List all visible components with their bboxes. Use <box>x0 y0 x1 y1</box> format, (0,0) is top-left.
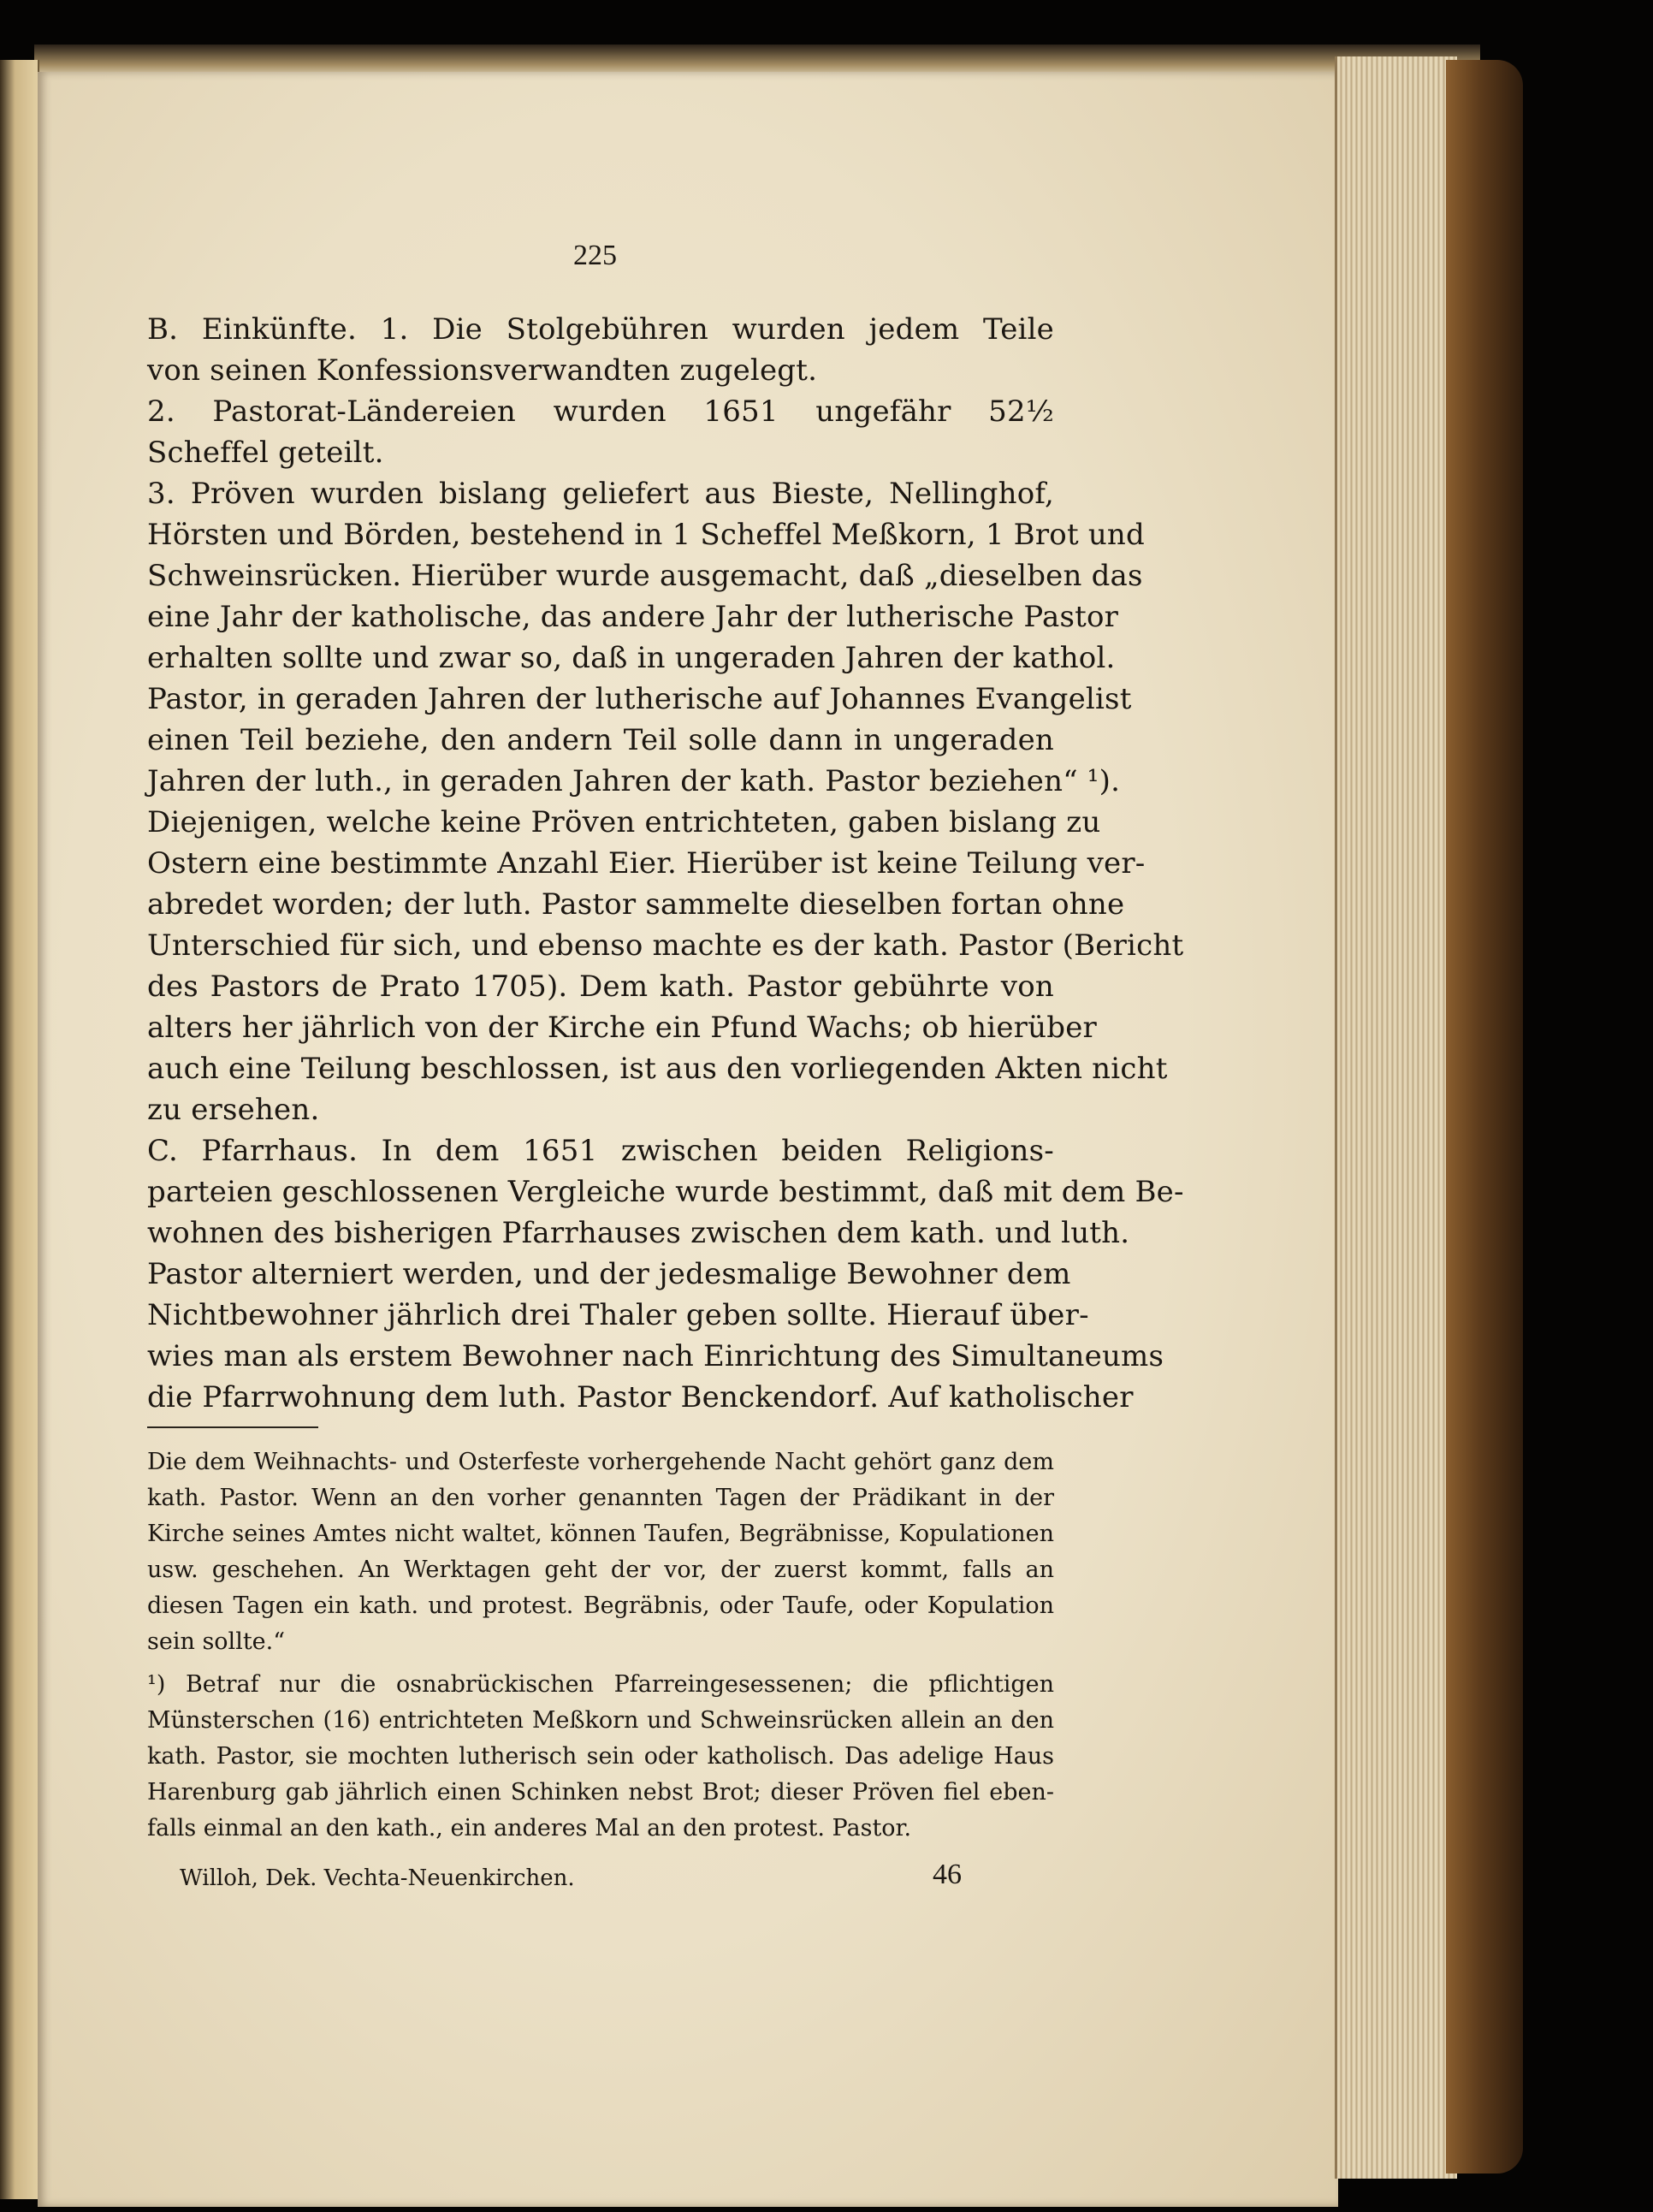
footnote-line: Harenburg gab jährlich einen Schinken nebst Brot; dieser Pröven fiel eben- <box>147 1779 1054 1806</box>
footnote-line: Die dem Weihnachts- und Osterfeste vorhergehende Nacht gehört ganz dem <box>147 1449 1054 1475</box>
body-line: Schweinsrücken. Hierüber wurde ausgemacht, daß „dieselben das <box>147 559 1143 593</box>
body-line: B. Einkünfte. 1. Die Stolgebühren wurden jedem Teile <box>147 312 1054 347</box>
body-line: alters her jährlich von der Kirche ein Pfund Wachs; ob hierüber <box>147 1011 1097 1045</box>
body-line: auch eine Teilung beschlossen, ist aus den vorliegenden Akten nicht <box>147 1052 1168 1086</box>
footnote-line: Kirche seines Amtes nicht waltet, können Taufen, Begräbnisse, Kopulationen <box>147 1521 1054 1547</box>
body-line: Jahren der luth., in geraden Jahren der kath. Pastor beziehen“ ¹). <box>147 764 1121 798</box>
footnote-line: Münsterschen (16) entrichteten Meßkorn und Schweinsrücken allein an den <box>147 1707 1054 1734</box>
body-line: die Pfarrwohnung dem luth. Pastor Benckendorf. Auf katholischer <box>147 1380 1134 1414</box>
footnote-line: usw. geschehen. An Werktagen geht der vor, der zuerst kommt, falls an <box>147 1557 1054 1583</box>
footnote-line: ¹) Betraf nur die osnabrückischen Pfarreingesessenen; die pflichtigen <box>147 1671 1054 1698</box>
body-line: abredet worden; der luth. Pastor sammelte dieselben fortan ohne <box>147 887 1125 922</box>
body-line: Diejenigen, welche keine Pröven entrichteten, gaben bislang zu <box>147 805 1101 839</box>
body-line: des Pastors de Prato 1705). Dem kath. Pastor gebührte von <box>147 970 1054 1004</box>
body-line: Hörsten und Börden, bestehend in 1 Scheffel Meßkorn, 1 Brot und <box>147 518 1145 552</box>
body-line: wies man als erstem Bewohner nach Einrichtung des Simultaneums <box>147 1339 1164 1373</box>
body-line: Nichtbewohner jährlich drei Thaler geben sollte. Hierauf über- <box>147 1298 1089 1332</box>
book-cover <box>1446 60 1523 2173</box>
body-line: zu ersehen. <box>147 1093 320 1127</box>
left-page-edge <box>0 60 39 2199</box>
body-line: Pastor alterniert werden, und der jedesmalige Bewohner dem <box>147 1257 1071 1291</box>
signature-number: 46 <box>933 1859 962 1890</box>
body-line: Ostern eine bestimmte Anzahl Eier. Hierüber ist keine Teilung ver- <box>147 846 1146 881</box>
footnote-line: kath. Pastor, sie mochten lutherisch sein oder katholisch. Das adelige Haus <box>147 1743 1054 1770</box>
body-line: 2. Pastorat-Ländereien wurden 1651 ungefähr 52½ <box>147 394 1054 429</box>
page-number: 225 <box>573 240 617 271</box>
body-line: 3. Pröven wurden bislang geliefert aus Bieste, Nellinghof, <box>147 477 1054 511</box>
footnote-line: sein sollte.“ <box>147 1628 286 1655</box>
body-line: parteien geschlossenen Vergleiche wurde bestimmt, daß mit dem Be- <box>147 1175 1184 1209</box>
footnote-line: kath. Pastor. Wenn an den vorher genannten Tagen der Prädikant in der <box>147 1485 1054 1511</box>
body-line: Scheffel geteilt. <box>147 436 384 470</box>
body-line: wohnen des bisherigen Pfarrhauses zwischen dem kath. und luth. <box>147 1216 1130 1250</box>
footnote-rule <box>147 1426 318 1428</box>
body-line: C. Pfarrhaus. In dem 1651 zwischen beiden Religions- <box>147 1134 1054 1168</box>
body-line: Unterschied für sich, und ebenso machte es der kath. Pastor (Bericht <box>147 928 1184 963</box>
body-line: einen Teil beziehe, den andern Teil solle dann in ungeraden <box>147 723 1054 757</box>
footnote-line: diesen Tagen ein kath. und protest. Begräbnis, oder Taufe, oder Kopulation <box>147 1592 1054 1619</box>
footnote-line: falls einmal an den kath., ein anderes Mal an den protest. Pastor. <box>147 1815 912 1841</box>
body-line: eine Jahr der katholische, das andere Jahr der lutherische Pastor <box>147 600 1119 634</box>
signature-line: Willoh, Dek. Vechta-Neuenkirchen. <box>180 1865 575 1891</box>
body-line: erhalten sollte und zwar so, daß in ungeraden Jahren der kathol. <box>147 641 1116 675</box>
page-block-edges <box>1335 56 1457 2179</box>
body-line: von seinen Konfessionsverwandten zugelegt. <box>147 353 818 388</box>
body-line: Pastor, in geraden Jahren der lutherische auf Johannes Evangelist <box>147 682 1132 716</box>
